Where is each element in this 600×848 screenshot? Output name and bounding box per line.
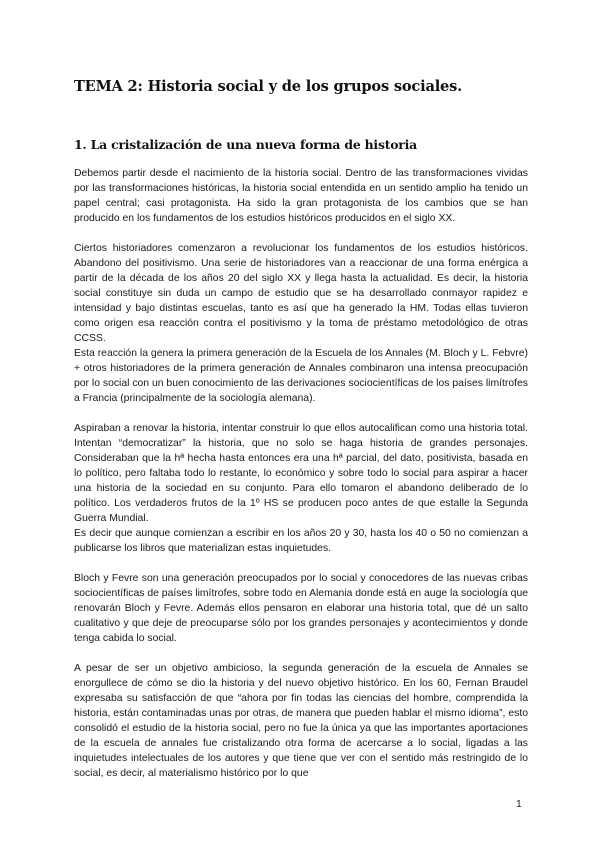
paragraph-4: Aspiraban a renovar la historia, intentar construir lo que ellos autocalifican como una historia total. Intentan “democratizar” la historia, que no solo se haga historia de grandes personajes. Consideraban que la hª hecha hasta entonces era una hª parcial, del dato, positivista, basada en lo político, pero faltaba todo lo restante, lo económico y sobre todo lo social para aspirar a hacer una historia de la sociedad en su conjunto. Para ello tomaron el abandono deliberado de lo político. Los verdaderos frutos de la 1º HS se producen poco antes de que estalle la Segunda Guerra Mundial. [74,423,528,524]
paragraph-6: Bloch y Fevre son una generación preocupados por lo social y conocedores de las nuevas cribas sociocientíficas de países limítrofes, sobre todo en Alemania donde está en auge la sociología que renovarán Bloch y Fevre. Además ellos pensaron en elaborar una historia total, que dé un salto cualitativo y que deje de preocuparse sólo por los grandes personajes y acontecimientos y donde tenga cabida lo social. [74,573,529,644]
paragraph-3: Esta reacción la genera la primera generación de la Escuela de los Annales (M. Bloch y L. Febvre) + otros historiadores de la primera generación de Annales combinaron una intensa preocupación por lo social con un buen conocimiento de las derivaciones sociocientíficas de los países limítrofes a Francia (principalmente de la sociología alemana). [74,348,528,404]
document-title: TEMA 2: Historia social y de los grupos sociales. [74,78,463,95]
paragraph-2: Ciertos historiadores comenzaron a revolucionar los fundamentos de los estudios históricos. Abandono del positivismo. Una serie de historiadores van a reaccionar de una forma enérgica a partir de la década de los años 20 del siglo XX y llega hasta la actualidad. Es decir, la historia social constituye sin duda un campo de estudio que se ha desarrollado conmayor rapidez e intensidad y bajo distintas escuelas, tanto es así que ha generado la HM. Todas ellas tuvieron como origen esa reacción contra el positivismo y la toma de préstamo metodológico de otras CCSS. [74,243,528,344]
paragraph-1: Debemos partir desde el nacimiento de la historia social. Dentro de las transformaciones vividas por las transformaciones históricas, la historia social entendida en un sentido amplio ha tenido un papel central; casi protagonista. Ha sido la gran protagonista de los cambios que se han producido en los fundamentos de los estudios históricos producidos en el siglo XX. [74,168,528,224]
paragraph-5: Es decir que aunque comienzan a escribir en los años 20 y 30, hasta los 40 o 50 no comienzan a publicarse los libros que materializan estas inquietudes. [74,528,528,554]
paragraph-7: A pesar de ser un objetivo ambicioso, la segunda generación de la escuela de Annales se enorgullece de cómo se dio la historia y del nuevo objetivo histórico. En los 60, Fernan Braudel expresaba su satisfacción de que “ahora por fin todas las ciencias del hombre, comprendida la historia, están contaminadas unas por otras, de manera que pueden hablar el mismo idioma”, esto consolidó el estudio de la historia social, pero no fue la única ya que las importantes aportaciones de la escuela de annales fue cristalizando otra forma de acercarse a lo social, ligadas a las inquietudes intelectuales de los autores y que tiene que ver con el sentido más restringido de lo social, es decir, al materialismo histórico por lo que [74,663,528,779]
page-content [74,78,528,781]
section-title: 1. La cristalización de una nueva forma de historia [74,137,417,152]
page-number: 1 [516,798,522,810]
